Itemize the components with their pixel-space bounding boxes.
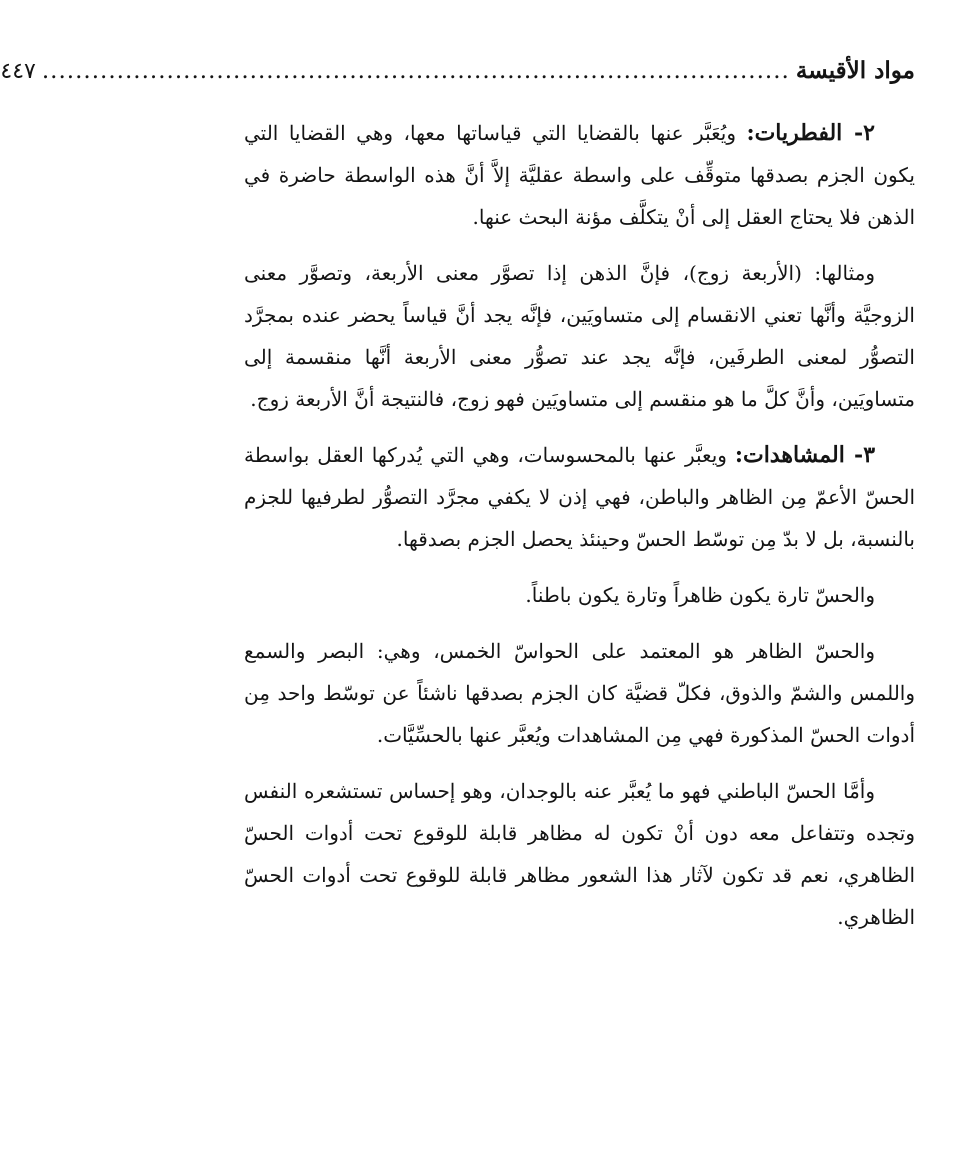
dot-leader: .......................................................................................... xyxy=(41,58,790,84)
paragraph-text: والحسّ الظاهر هو المعتمد على الحواسّ الخمس، وهي: البصر والسمع واللمس والشمّ والذوق، فكلّ قضيَّة كان الجزم بصدقها ناشئاً عن توسّط واحد مِن أدوات الحسّ المذكورة فهي مِن المشاهدات ويُعبَّر عنها بالحسِّيَّات. xyxy=(244,639,915,747)
paragraph-example xyxy=(244,252,915,420)
section-term: ٢- الفطريات: xyxy=(746,120,875,146)
running-header xyxy=(0,44,915,84)
page-body xyxy=(244,112,915,952)
paragraph-external-sense xyxy=(244,630,915,756)
paragraph-text: وأمَّا الحسّ الباطني فهو ما يُعبَّر عنه بالوجدان، وهو إحساس تستشعره النفس وتجده وتتفاعل معه دون أنْ تكون له مظاهر قابلة للوقوع تحت أدوات الحسّ الظاهري، نعم قد تكون لآثار هذا الشعور مظاهر قابلة للوقوع تحت أدوات الحسّ الظاهري. xyxy=(244,779,915,929)
paragraph-mushahadat xyxy=(244,434,915,560)
paragraph-text: ومثالها: (الأربعة زوج)، فإنَّ الذهن إذا تصوَّر معنى الأربعة، وتصوَّر معنى الزوجيَّة وأنَّها تعني الانقسام إلى متساويَين، فإنَّه يجد أنَّ قياساً يحضر عنده بمجرَّد التصوُّر لمعنى الطرفَين، فإنَّه يجد عند تصوُّر معنى الأربعة أنَّها منقسمة إلى متساويَين، وأنَّ كلَّ ما هو منقسم إلى متساويَين فهو زوج، فالنتيجة أنَّ الأربعة زوج. xyxy=(244,261,915,411)
paragraph-sense-types xyxy=(244,574,915,616)
paragraph-text: والحسّ تارة يكون ظاهراً وتارة يكون باطناً. xyxy=(525,583,875,607)
paragraph-text: ويعبَّر عنها بالمحسوسات، وهي التي يُدركها العقل بواسطة الحسّ الأعمّ مِن الظاهر والباطن، فهي إذن لا يكفي مجرَّد التصوُّر لطرفيها للجزم بالنسبة، بل لا بدّ مِن توسّط الحسّ وحينئذ يحصل الجزم بصدقها. xyxy=(244,443,915,551)
paragraph-internal-sense xyxy=(244,770,915,938)
paragraph-fitriyyat xyxy=(244,112,915,238)
page-number: ٤٤٧ xyxy=(0,59,36,84)
chapter-title: مواد الأقيسة xyxy=(795,57,915,84)
paragraph-text: ويُعَبَّر عنها بالقضايا التي قياساتها معها، وهي القضايا التي يكون الجزم بصدقها متوقِّف على واسطة عقليَّة إلاَّ أنَّ هذه الواسطة حاضرة في الذهن فلا يحتاج العقل إلى أنْ يتكلَّف مؤنة البحث عنها. xyxy=(244,121,915,229)
section-term: ٣- المشاهدات: xyxy=(734,442,876,468)
